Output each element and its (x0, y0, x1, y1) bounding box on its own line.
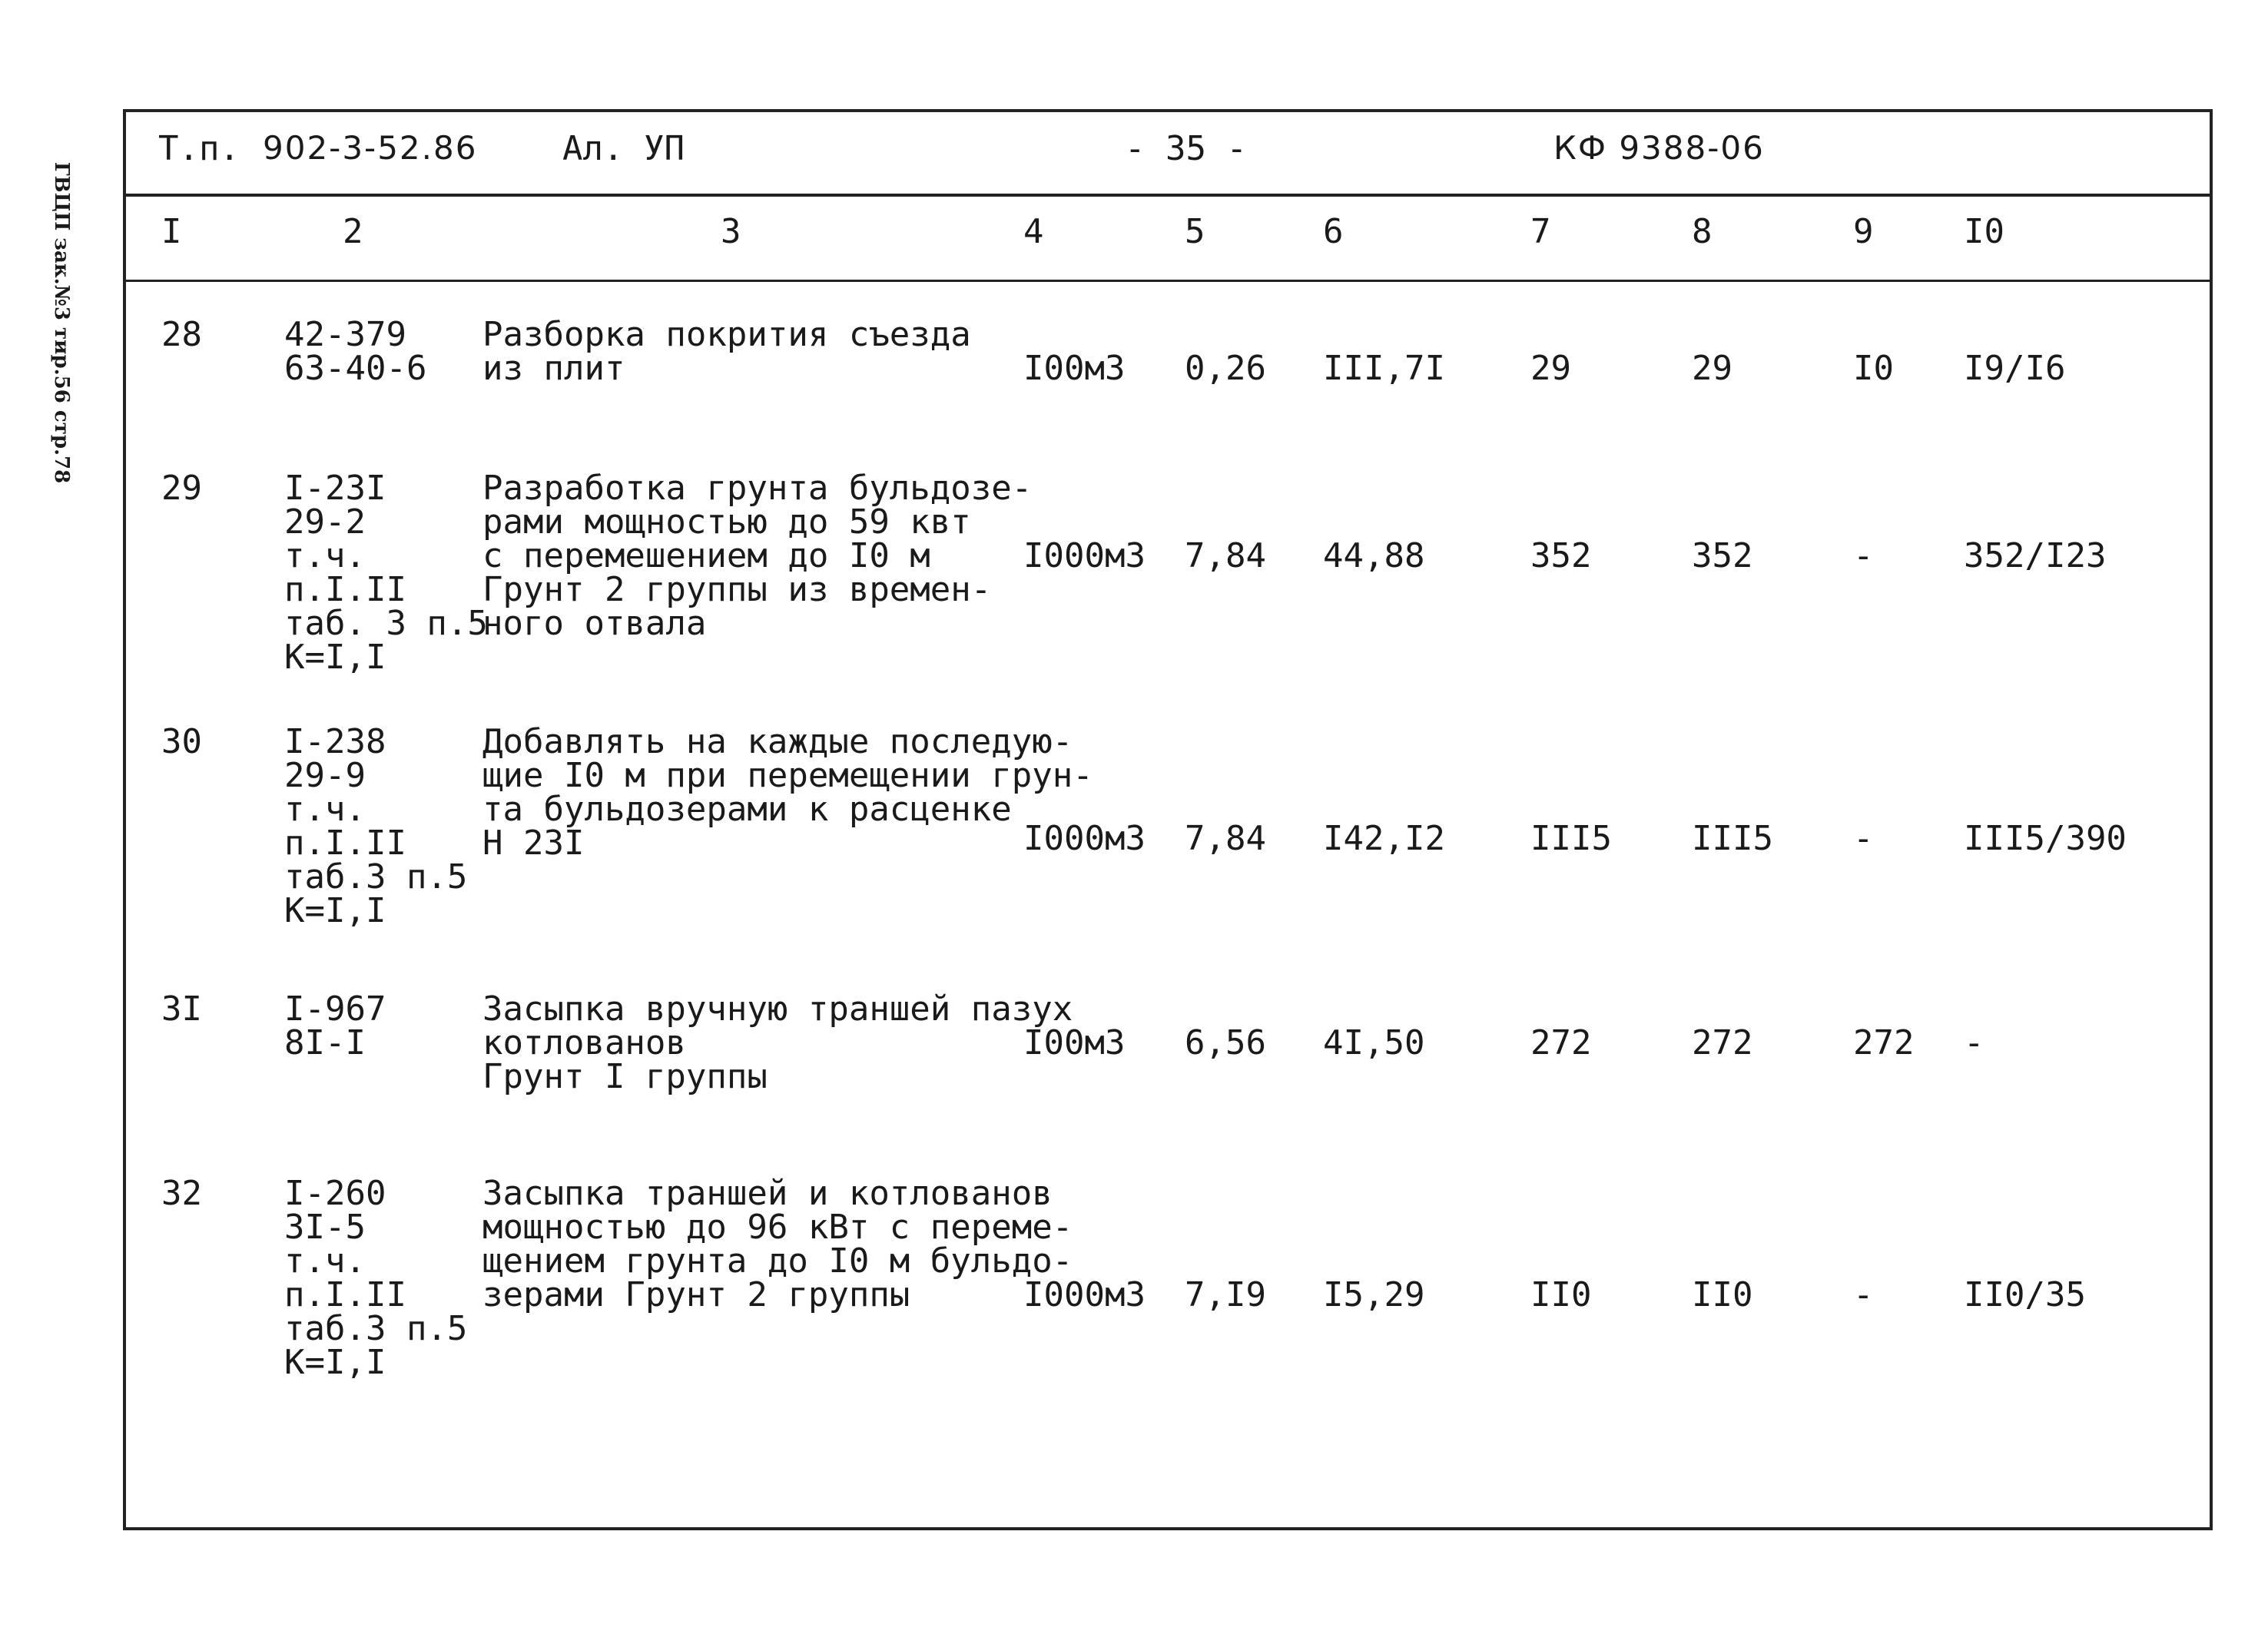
row-description: Разборка покрития съезда из плит (482, 315, 971, 388)
row-col8: 29 (1692, 349, 1732, 388)
row-col8: 352 (1692, 536, 1753, 575)
row-col8: 272 (1692, 1023, 1753, 1062)
row-code: I-23I 29-2 т.ч. п.I.II таб. 3 п.5 К=I,I (284, 469, 488, 677)
column-number-10: I0 (1964, 212, 2004, 251)
row-number: 3I (161, 989, 202, 1029)
row-number: 28 (161, 315, 202, 354)
row-unit: I000м3 (1023, 1275, 1146, 1314)
row-col9: - (1853, 536, 1874, 575)
column-header-divider (126, 280, 2210, 282)
row-col9: I0 (1853, 349, 1894, 388)
row-description: Добавлять на каждые последую- щие I0 м при перемещении грун- та бульдозерами к расценке Н 23I (482, 722, 1093, 863)
row-quantity: 7,84 (1185, 819, 1266, 858)
tp-label: Т.п. (158, 129, 240, 168)
column-number-5: 5 (1185, 212, 1205, 251)
document-code: КФ 9388-06 (1553, 129, 1765, 167)
row-col9: 272 (1853, 1023, 1915, 1062)
row-col10: - (1964, 1023, 1984, 1062)
row-col7: II0 (1530, 1275, 1592, 1314)
column-number-9: 9 (1853, 212, 1874, 251)
row-price: 4I,50 (1323, 1023, 1425, 1062)
row-price: I5,29 (1323, 1275, 1425, 1314)
row-price: 44,88 (1323, 536, 1425, 575)
row-unit: I000м3 (1023, 536, 1146, 575)
row-number: 29 (161, 469, 202, 508)
column-number-4: 4 (1023, 212, 1044, 251)
row-unit: I00м3 (1023, 349, 1126, 388)
row-quantity: 0,26 (1185, 349, 1266, 388)
row-col9: - (1853, 1275, 1874, 1314)
row-col10: I9/I6 (1964, 349, 2066, 388)
row-description: Разработка грунта бульдозе- рами мощностью до 59 квт с перемешением до I0 м Грунт 2 группы из времен- ного отвала (482, 469, 1033, 643)
row-code: I-967 8I-I (284, 989, 386, 1062)
row-col10: III5/390 (1964, 819, 2127, 858)
row-number: 30 (161, 722, 202, 761)
row-code: 42-379 63-40-6 (284, 315, 427, 388)
row-col8: II0 (1692, 1275, 1753, 1314)
column-number-3: 3 (721, 212, 741, 251)
page-number: - 35 - (1125, 129, 1247, 168)
album-label: Ал. УП (562, 129, 685, 168)
row-col10: 352/I23 (1964, 536, 2107, 575)
row-col7: 272 (1530, 1023, 1592, 1062)
row-quantity: 6,56 (1185, 1023, 1266, 1062)
row-col10: II0/35 (1964, 1275, 2086, 1314)
tp-number: 902-3-52.86 (263, 129, 478, 167)
row-col7: 29 (1530, 349, 1571, 388)
row-col7: 352 (1530, 536, 1592, 575)
row-price: III,7I (1323, 349, 1445, 388)
column-number-8: 8 (1692, 212, 1713, 251)
column-number-7: 7 (1530, 212, 1551, 251)
document-frame (123, 109, 2213, 1530)
row-col9: - (1853, 819, 1874, 858)
header-divider (126, 194, 2210, 197)
column-number-6: 6 (1323, 212, 1344, 251)
row-unit: I000м3 (1023, 819, 1146, 858)
row-code: I-238 29-9 т.ч. п.I.II таб.3 п.5 К=I,I (284, 722, 468, 930)
row-code: I-260 3I-5 т.ч. п.I.II таб.3 п.5 К=I,I (284, 1174, 468, 1382)
row-quantity: 7,I9 (1185, 1275, 1266, 1314)
column-number-2: 2 (343, 212, 363, 251)
side-note-text: ГВЦП зак.№3 тир.56 стр.78 (50, 161, 73, 484)
side-note (31, 123, 92, 522)
column-number-1: I (161, 212, 182, 251)
row-quantity: 7,84 (1185, 536, 1266, 575)
row-price: I42,I2 (1323, 819, 1445, 858)
row-number: 32 (161, 1174, 202, 1213)
row-description: Засыпка траншей и котлованов мощностью до 96 кВт с переме- щением грунта до I0 м бульдо- зерами Грунт 2 группы (482, 1174, 1073, 1314)
row-col8: III5 (1692, 819, 1773, 858)
row-col7: III5 (1530, 819, 1612, 858)
row-unit: I00м3 (1023, 1023, 1126, 1062)
row-description: Засыпка вручную траншей пазух котлованов Грунт I группы (482, 989, 1073, 1096)
